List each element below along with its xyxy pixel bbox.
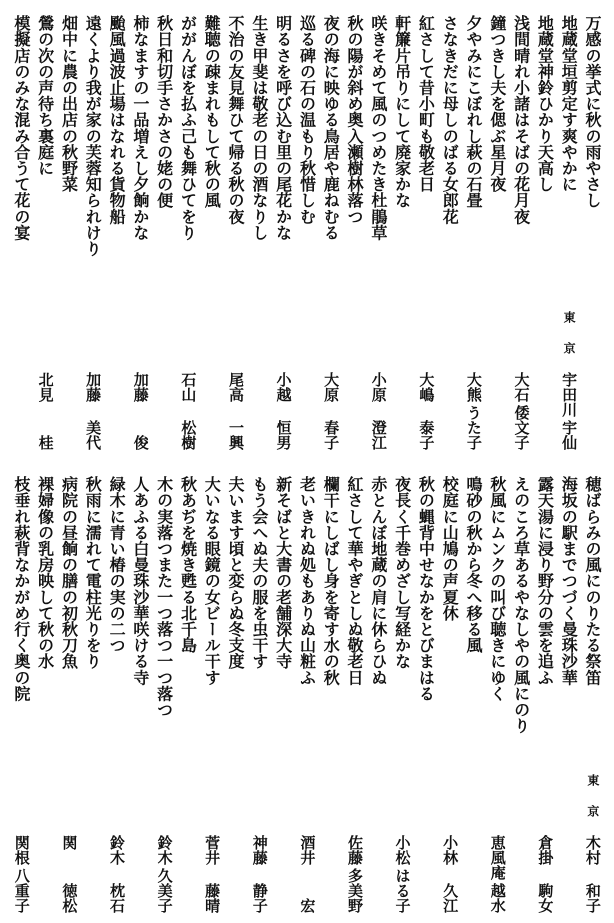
haiku-line: 秋日和切手さかさの姥の便 [154,15,174,209]
haiku-line: 生き甲斐は敬老の日の酒なりし [249,15,269,241]
haiku-line: えのころ草あるやなしやの風にのり [511,476,531,734]
author-given-name: 静子 [250,883,269,913]
author-family-name: 大原 [322,372,341,402]
haiku-line: 秋の陽が斜め奥入瀬樹林落つ [345,15,365,225]
haiku-line: 地蔵堂神鈴ひかり天高し [535,15,555,193]
author-name [342,835,366,913]
haiku-line: 人あふる白曼珠沙華咲ける寺 [130,476,150,686]
haiku-line: 秋の蝿背中せなかをとびまはる [416,476,436,702]
haiku-line: 鶯の次の声待ち裏庭に [35,15,55,176]
haiku-line: 秋風にムンクの叫び聴きにゆく [487,476,507,702]
haiku-line: 枝垂れ萩背なかがめ行く奥の院 [11,476,31,702]
author-given-name: 多美野 [345,868,364,913]
author-family-name: 木村 [583,835,602,865]
author-family-name: 北見 [36,372,55,402]
haiku-line: 穂ばらみの風にのりたる祭笛 [583,476,602,686]
haiku-line: 遠くより我が家の芙蓉知られけり [83,15,103,257]
author-name [199,835,223,913]
author-slot [223,835,271,913]
author-slot [104,372,152,450]
haiku-line: 夕やみにこぼれし萩の石畳 [464,15,484,209]
author-name [461,372,485,450]
author-given-name: 宏 [298,898,317,913]
haiku-line: 不治の友見舞ひて帰る秋の夜 [226,15,246,225]
author-given-name: 桂 [36,435,55,450]
author-family-name: 加藤 [131,372,150,402]
haiku-line: 軒簾片吊りにして廃家かな [392,15,412,209]
haiku-line: 紅さして昔小町も敬老日 [416,15,436,193]
author-family-name: 倉掛 [536,835,555,865]
haiku-line: もう会へぬ夫の服を虫干す [249,476,269,670]
author-given-name: 久江 [441,883,460,913]
author-slot [414,835,462,913]
haiku-line: 紅さして華やぎとしぬ敬老日 [345,476,365,686]
author-name [247,835,271,913]
author-slot [0,835,33,913]
author-name [104,835,128,913]
author-name [366,372,390,450]
haiku-line: 咲きそめて風のつめたき杜鵑草 [368,15,388,241]
lower-author-row [0,835,604,913]
author-slot [9,372,57,450]
author-slot [485,372,533,450]
upper-author-row [9,372,580,450]
author-family-name: 酒井 [298,835,317,865]
author-name [580,835,604,913]
author-slot [556,835,604,913]
author-given-name: 久美子 [155,868,174,913]
haiku-line: 木の実落つまた一つ落つ一つ落つ [154,476,174,718]
author-given-name: 恒男 [274,420,293,450]
haiku-line: 裸婦像の乳房映して秋の水 [35,476,55,670]
haiku-line: ががんぼを払ふ己も舞ひてをり [178,15,198,241]
haiku-line: 鐘つきし夫を偲ぶ星月夜 [487,15,507,193]
author-slot [461,835,509,913]
author-given-name: 宇仙 [560,420,579,450]
haiku-line: 畑中に農の出店の秋野菜 [59,15,79,193]
author-given-name: 俊 [131,435,150,450]
author-given-name: 澄江 [369,420,388,450]
author-given-name: 春子 [322,420,341,450]
author-given-name: 駒女 [536,883,555,913]
author-slot [295,372,343,450]
author-family-name: 菅井 [203,835,222,865]
haiku-line: 老いきれぬ処もありぬ山粧ふ [297,476,317,686]
haiku-line: 秋あぢを焼き甦る北千島 [178,476,198,654]
author-slot [271,835,319,913]
author-name [295,835,319,913]
author-slot [247,372,295,450]
author-given-name: 藤晴 [203,883,222,913]
author-given-name: 倭文子 [512,405,531,450]
author-family-name: 大熊 [464,372,483,402]
author-family-name: 恵風庵 [488,835,507,880]
author-name [271,372,295,450]
author-given-name: 泰子 [417,420,436,450]
haiku-line: 巡る碑の石の温もり秋惜しむ [297,15,317,225]
author-given-name: 越水 [488,883,507,913]
author-family-name: 小原 [369,372,388,402]
author-slot [366,835,414,913]
haiku-line: 夜の海に映ゆる鳥居や鹿ねむる [321,15,341,241]
author-given-name: 美代 [84,420,103,450]
author-name [128,372,152,450]
haiku-line: 柿なますの一品増えし夕餉かな [130,15,150,241]
author-family-name: 小林 [441,835,460,865]
haiku-line: 欄干にしばし身を寄す水の秋 [321,476,341,686]
author-given-name: 徳松 [60,883,79,913]
author-family-name: 小松 [393,835,412,865]
author-slot [509,835,557,913]
haiku-line: 露天湯に浸り野分の雲を追ふ [535,476,555,686]
author-family-name: 石山 [179,372,198,402]
haiku-line: 地蔵堂垣剪定す爽やかに [559,15,579,193]
author-given-name: 松樹 [179,420,198,450]
lower-haiku-block [9,476,604,738]
author-name [437,835,461,913]
author-given-name: 一興 [226,420,245,450]
author-slot [342,372,390,450]
region-label: 東京 [562,311,577,373]
author-name [414,372,438,450]
haiku-line: 秋雨に濡れて電柱光りをり [83,476,103,670]
author-name [152,835,176,913]
author-family-name: 鈴木 [155,835,174,865]
author-slot [390,372,438,450]
haiku-line: 夜長く千巻めざし写経かな [392,476,412,670]
author-family-name: 関根 [12,835,31,865]
author-family-name: 大石 [512,372,531,402]
haiku-line: 新そばと大書の老舗深大寺 [273,476,293,670]
author-name [176,372,200,450]
author-slot [152,372,200,450]
haiku-line: 浅間晴れ小諸はそばの花月夜 [511,15,531,225]
author-slot [176,835,224,913]
author-slot [80,835,128,913]
haiku-line: 模擬店のみな混み合うて花の宴 [11,15,31,241]
author-name [509,372,533,450]
author-name [57,835,81,913]
author-given-name: はる子 [393,868,412,913]
haiku-line: 夫います頃と変らぬ冬支度 [226,476,246,670]
haiku-line: 校庭に山鳩の声夏休 [440,476,460,621]
author-name [33,372,57,450]
haiku-line: 難聴の疎まれもして秋の風 [202,15,222,209]
author-family-name: 尾高 [226,372,245,402]
author-slot [437,372,485,450]
author-slot [199,372,247,450]
author-name [9,835,33,913]
author-family-name: 佐藤 [345,835,364,865]
author-name [533,835,557,913]
region-label: 東京 [585,774,600,836]
author-name [556,372,580,450]
author-family-name: 神藤 [250,835,269,865]
author-name [223,372,247,450]
upper-haiku-block [9,15,604,277]
author-slot [57,372,105,450]
author-given-name: 和子 [583,883,602,913]
author-slot [533,372,581,450]
author-given-name: 枕石 [107,883,126,913]
author-family-name: 鈴木 [107,835,126,865]
haiku-line: 海坂の駅までつづく曼珠沙華 [559,476,579,686]
author-family-name: 加藤 [84,372,103,402]
author-given-name: 八重子 [12,868,31,913]
haiku-line: 緑木に青い椿の実の二つ [107,476,127,654]
author-family-name: 関 [60,835,79,850]
author-slot [318,835,366,913]
author-name [80,372,104,450]
haiku-line: 万感の挙式に秋の雨やさし [583,15,602,209]
author-given-name: うた子 [464,405,483,450]
author-family-name: 宇田川 [560,372,579,417]
haiku-line: 明るさを呼び込む里の尾花かな [273,15,293,241]
haiku-line: 赤とんぼ地蔵の肩に休らひぬ [368,476,388,686]
author-family-name: 大嶋 [417,372,436,402]
haiku-line: 病院の昼餉の膳の初秋刀魚 [59,476,79,670]
author-name [390,835,414,913]
author-name [485,835,509,913]
haiku-line: 鳴砂の秋から冬へ移る風 [464,476,484,654]
author-slot [128,835,176,913]
haiku-line: さなきだに母しのばる女郎花 [440,15,460,225]
author-name [318,372,342,450]
author-family-name: 小越 [274,372,293,402]
haiku-line: 颱風過波止場はなれる貨物船 [107,15,127,225]
haiku-line: 大いなる眼鏡の女ビール干す [202,476,222,686]
author-slot [33,835,81,913]
